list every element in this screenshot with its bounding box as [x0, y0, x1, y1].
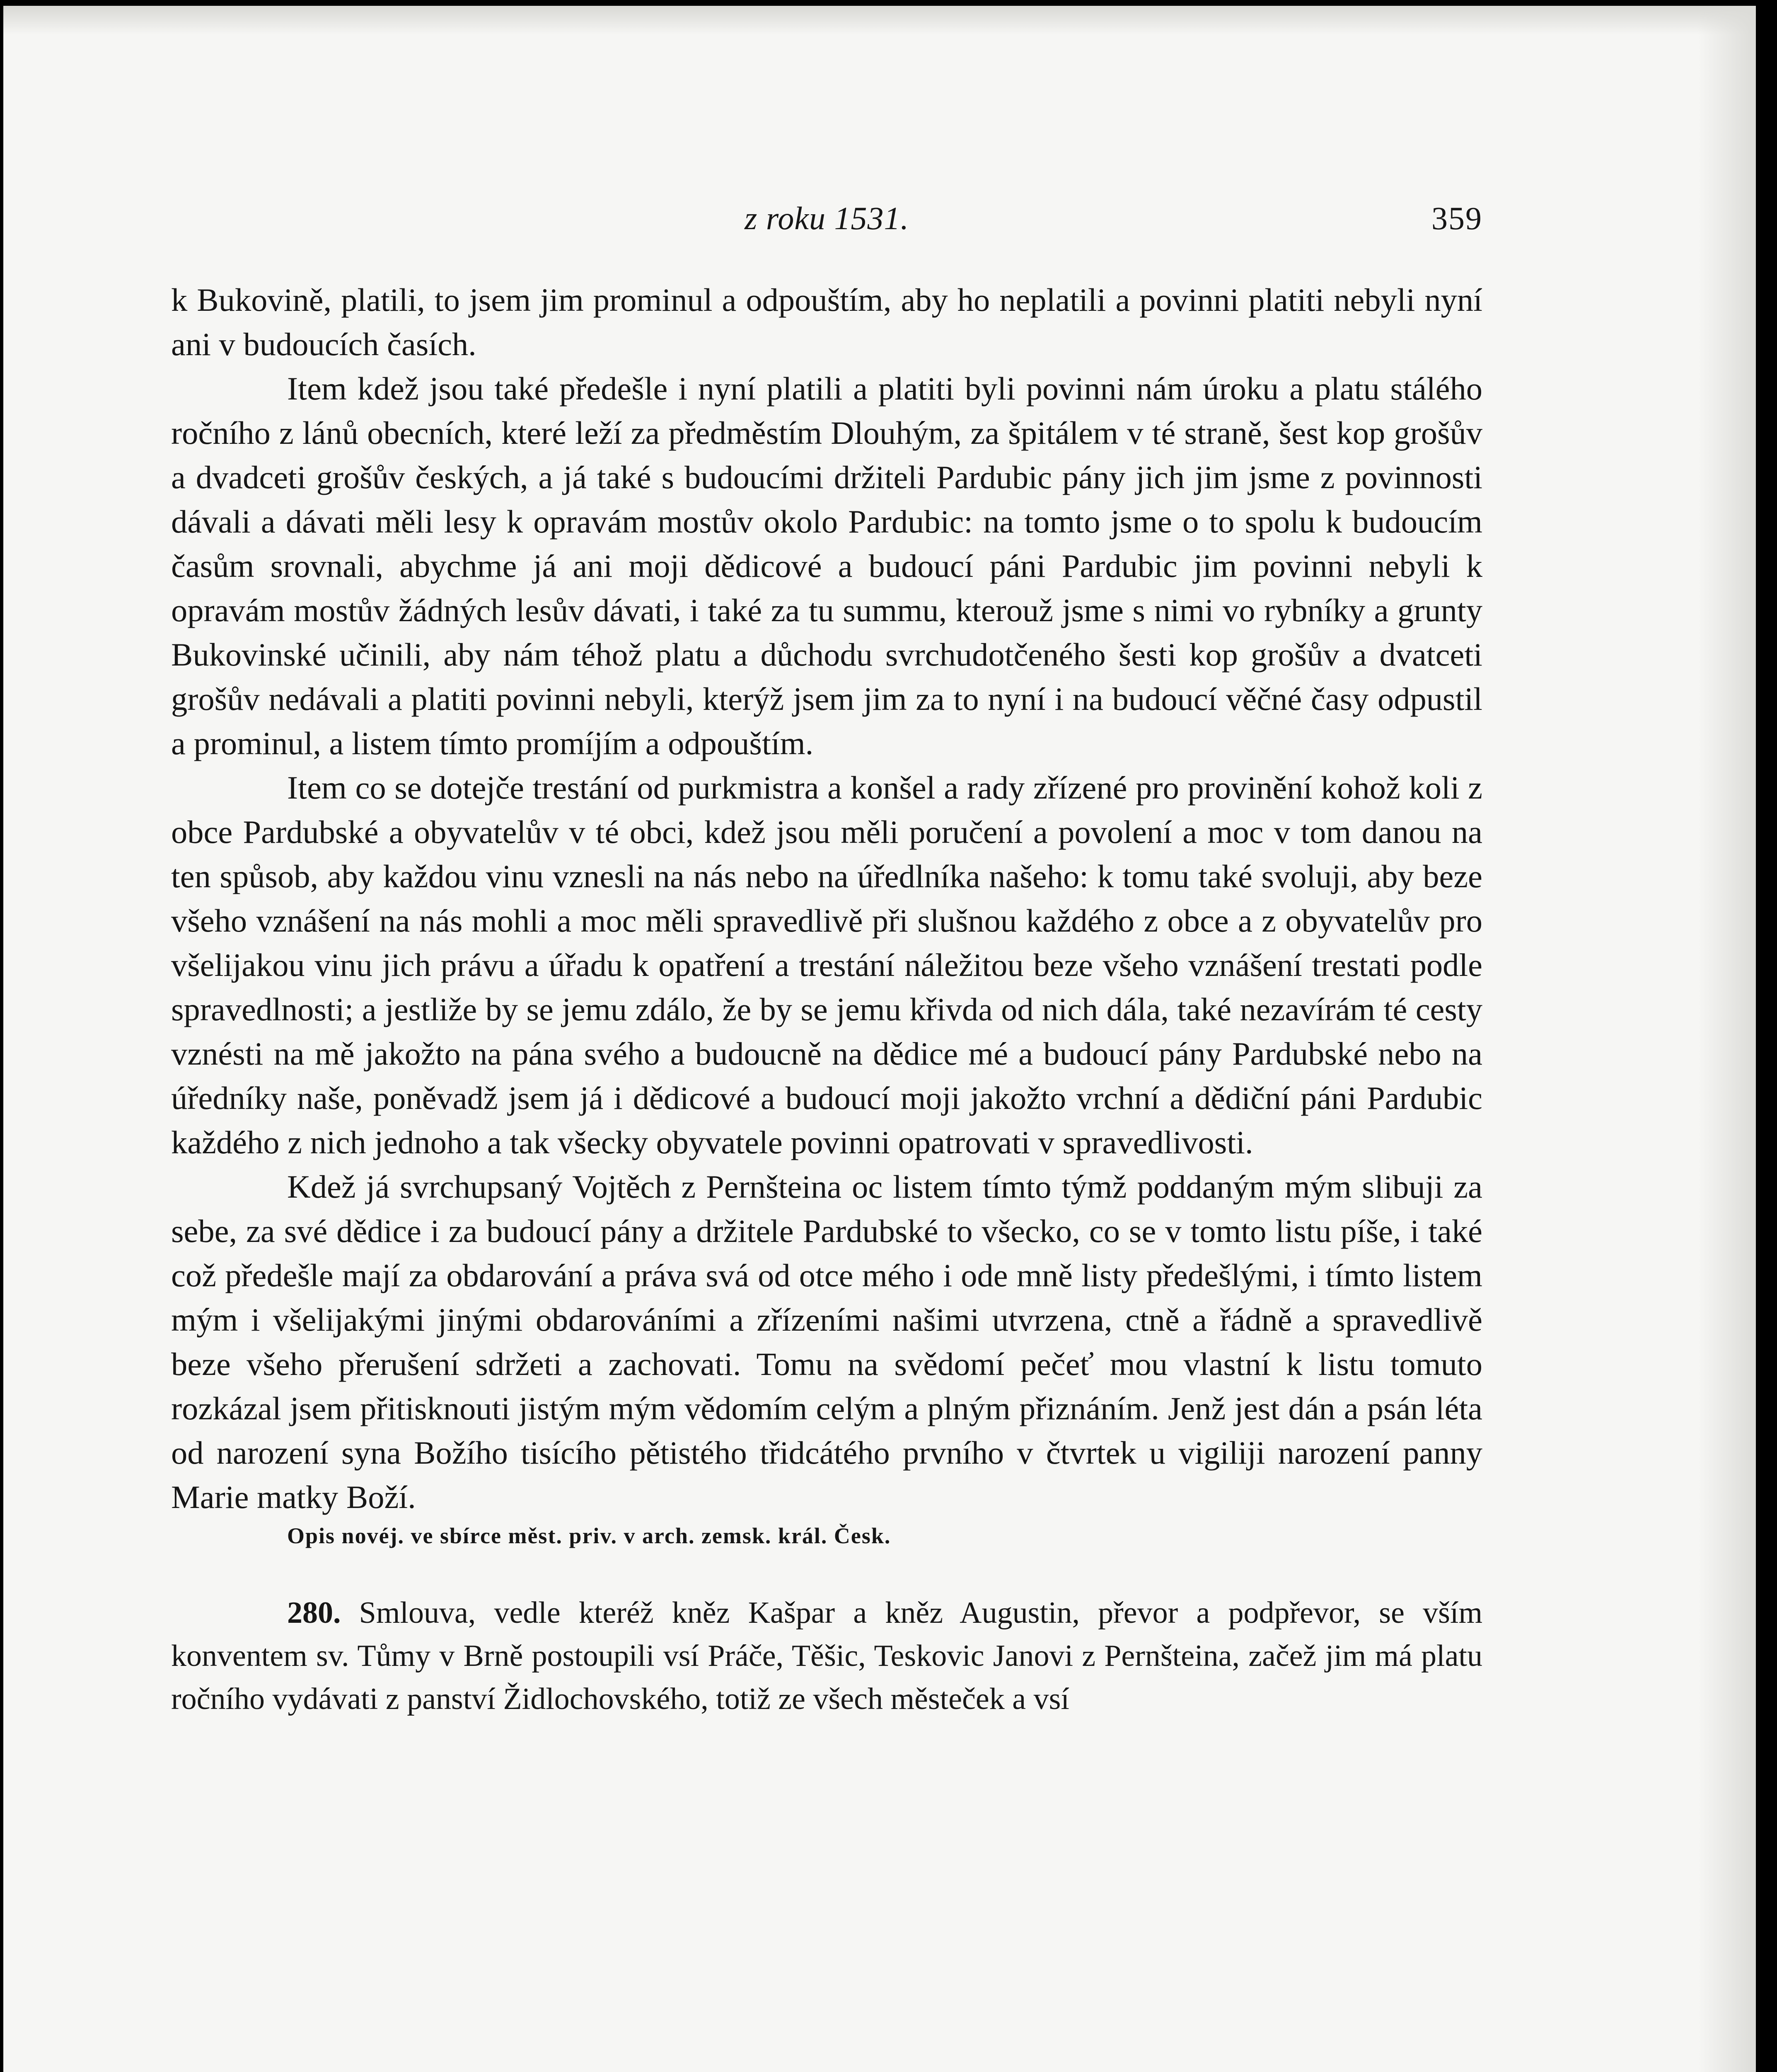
source-note: Opis novéj. ve sbírce měst. priv. v arch. zemsk. král. Česk. — [287, 1523, 891, 1548]
page-number: 359 — [1431, 200, 1482, 236]
paragraph-item-trestani: Item co se dotejče trestání od purkmistra a konšel a rady zřízené pro provinění kohož koli z obce Pardubské a obyvatelův v té obci, kdež jsou měli poručení a povolení a moc v tom danou na ten spůsob, aby každou vinu vznesli na nás nebo na úředlníka našeho: k tomu také svoluji, aby beze všeho vznášení na nás mohli a moc měli spravedlivě při slušnou každého z obce a z obyvatelův pro všelijakou vinu jich právu a úřadu k opatření a trestání náležitou beze všeho vznášení trestati podle spravedlnosti; a jestliže by se jemu zdálo, že by se jemu křivda od nich dála, také nezavírám té cesty vznésti na mě jakožto na pána svého a budoucně na dědice mé a budoucí pány Pardubské nebo na úředníky naše, poněvadž jsem já i dědicové a budoucí moji jakožto vrchní a dědiční páni Pardubic každého z nich jednoho a tak všecky obyvatele povinni opatrovati v spravedlivosti. — [171, 770, 1482, 1160]
document-number: 280. — [287, 1596, 341, 1630]
document-summary: Smlouva, vedle kteréž kněz Kašpar a kněz Augustin, převor a podpřevor, se vším konventem sv. Tůmy v Brně postoupili vsí Práče, Těšic, Teskovic Janovi z Pernšteina, začež jim má platu ročního vydávati z panství Židlochovského, totiž ze všech městeček a vsí — [171, 1596, 1483, 1716]
document-280-heading — [171, 1591, 1482, 1721]
running-title: z roku 1531. — [745, 200, 909, 236]
paragraph-closing: Kdež já svrchupsaný Vojtěch z Pernšteina oc listem tímto týmž poddaným mým slibuji za sebe, za své dědice i za budoucí pány a držitele Pardubské to všecko, co se v tomto listu píše, i také což předešle mají za obdarování a práva svá od otce mého i ode mně listy předešlými, i tímto listem mým i všelijakými jinými obdarováními a zřízeními našimi utvrzena, ctně a řádně a spravedlivě beze všeho přerušení sdržeti a zachovati. Tomu na svědomí pečeť mou vlastní k listu tomuto rozkázal jsem přitisknouti jistým mým vědomím celým a plným přiznáním. Jenž jest dán a psán léta od narození syna Božího tisícího pětistého třidcátého prvního v čtvrtek u vigiliji narození panny Marie matky Boží. — [171, 1169, 1482, 1515]
scan-shadow-top — [3, 6, 1756, 35]
body-text — [171, 278, 1482, 1721]
scan-shadow-right — [1698, 6, 1756, 2072]
running-head — [171, 200, 1482, 245]
paragraph-continuation: k Bukovině, platili, to jsem jim prominul a odpouštím, aby ho neplatili a povinni platiti nebyli nyní ani v budoucích časích. — [171, 282, 1482, 362]
paragraph-item-mosty: Item kdež jsou také předešle i nyní platili a platiti byli povinni nám úroku a platu stálého ročního z lánů obecních, které leží za předměstím Dlouhým, za špitálem v té straně, šest kop grošův a dvadceti grošův českých, a já také s budoucími držiteli Pardubic pány jich jim jsme z povinnosti dávali a dávati měli lesy k opravám mostův okolo Pardubic: na tomto jsme o to spolu k budoucím časům srovnali, abychme já ani moji dědicové a budoucí páni Pardubic jim povinni nebyli k opravám mostův žádných lesův dávati, i také za tu summu, kterouž jsme s nimi vo rybníky a grunty Bukovinské učinili, aby nám téhož platu a důchodu svrchudotčeného šesti kop grošův a dvatceti grošův nedávali a platiti povinni nebyli, kterýž jsem jim za to nyní i na budoucí věčné časy odpustil a prominul, a listem tímto promíjím a odpouštím. — [171, 370, 1482, 761]
scanned-page — [3, 6, 1756, 2072]
